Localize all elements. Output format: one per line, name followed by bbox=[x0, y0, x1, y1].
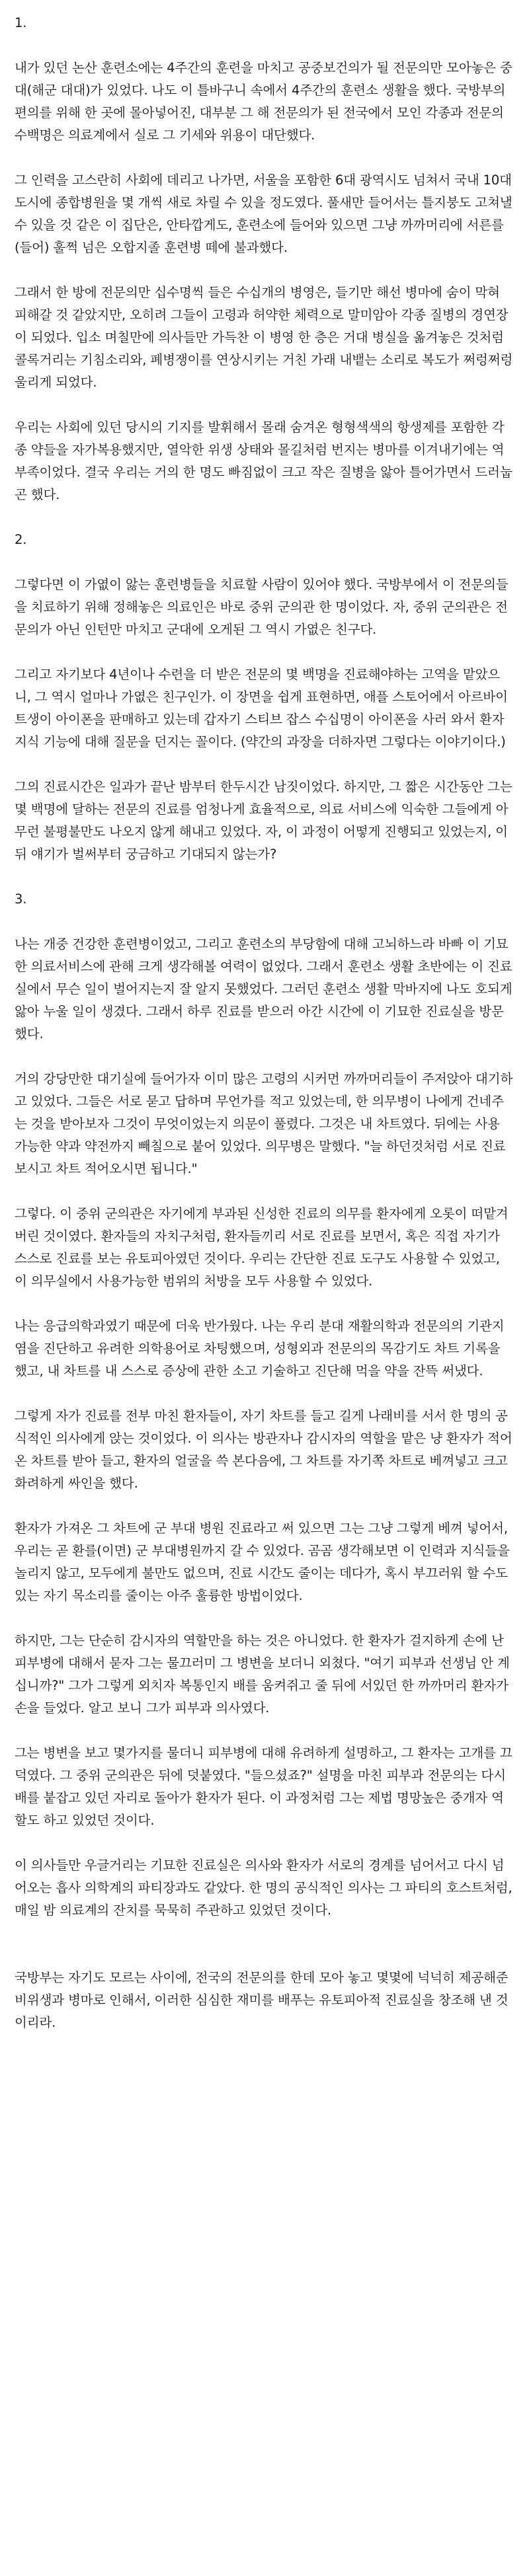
section-1-paragraph-2: 그 인력을 고스란히 사회에 데리고 나가면, 서울을 포함한 6대 광역시도 넘쳐서 국내 10대 도시에 종합병원을 몇 개씩 새로 차릴 수 있을 정도였다. 풀새만 들어서는 틀지붕도 고쳐낼 수 있을 것 같은 이 집단은, 안타깝게도, 훈련소에 들어와 있으면 그냥 까까머리에 서른를(들어) 훌쩍 넘은 오합지졸 훈련병 떼에 불과했다. bbox=[15, 172, 512, 255]
section-3-paragraph-1: 나는 개중 건강한 훈련병이었고, 그리고 훈련소의 부당함에 대해 고뇌하느라 바빠 이 기묘한 의료서비스에 관해 크게 생각해볼 여력이 없었다. 그래서 훈련소 생활 초반에는 이 진료실에서 무슨 일이 벌어지는지 잘 알지 못했었다. 그러던 훈련소 생활 막바지에 나도 호되게 앓아 누울 일이 생겼다. 그래서 하루 진료를 받으러 아간 시간에 이 기묘한 진료실을 방문했다. bbox=[15, 936, 512, 1042]
section-2-paragraph-1: 그렇다면 이 가엾이 앓는 훈련병들을 치료할 사람이 있어야 했다. 국방부에서 이 전문의들을 치료하기 위해 정해놓은 의료인은 바로 중위 군의관 한 명이었다. 자, 중위 군의관은 전문의가 아닌 인턴만 마치고 군대에 오게된 그 역시 가엾은 친구다. bbox=[15, 577, 509, 637]
section-3-paragraph-6: 환자가 가져온 그 차트에 군 부대 병원 진료라고 써 있으면 그는 그냥 그렇게 베껴 넣어서, 우리는 곧 환를(이면) 군 부대병원까지 갈 수 있었다. 곰곰 생각해보면 이 인력과 지식들을 놀리지 않고, 모두에게 불만도 없으며, 진료 시간도 줄이는 데다가, 혹시 부끄러워 할 수도 있는 자기 목소리를 줄이는 아주 훌륭한 방법이었다. bbox=[15, 1521, 510, 1603]
section-3-paragraph-5: 그렇게 자가 진료를 전부 마친 환자들이, 자기 차트를 들고 길게 나래비를 서서 한 명의 공식적인 의사에게 앉는 것이었다. 이 의사는 방관자나 감시자의 역할을 맡은 냥 환자가 적어온 차트를 받아 들고, 환자의 얼굴을 쓱 본다음에, 그 차트를 자기쪽 차트로 베껴넣고 크고 화려하게 싸인을 했다. bbox=[15, 1408, 512, 1491]
section-2-paragraph-2: 그리고 자기보다 4년이나 수련을 더 받은 전문의 몇 백명을 진료해야하는 고역을 맡았으니, 그 역시 얼마나 가엾은 친구인가. 이 장면을 쉽게 표현하면, 애플 스토어에서 아르바이트생이 아이폰을 판매하고 있는데 갑자기 스티브 잡스 수십명이 아이폰을 사러 와서 환자지식 기능에 대해 질문을 던지는 꼴이다. (약간의 과장을 더하자면 그렇다는 이야기이다.) bbox=[15, 667, 508, 749]
section-1-heading: 1. bbox=[15, 15, 27, 30]
section-3-paragraph-10: 국방부는 자기도 모르는 사이에, 전국의 전문의를 한데 모아 놓고 몇몇에 넉넉히 제공해준 비위생과 병마로 인해서, 이러한 심심한 재미를 배푸는 유토피아적 진료실을 창조해 낸 것이리라. bbox=[15, 1970, 509, 2030]
section-3-paragraph-7: 하지만, 그는 단순히 감시자의 역할만을 하는 것은 아니었다. 한 환자가 걸지하게 손에 난 피부병에 대해서 묻자 그는 물끄러미 그 병변을 보더니 외쳤다. "여기 피부과 선생님 안 계십니까?" 그가 그렇게 외치자 복통인지 배를 움켜쥐고 줄 뒤에 서있던 한 까까머리 환자가 손을 들었다. 알고 보니 그가 피부과 의사였다. bbox=[15, 1633, 510, 1716]
section-3-paragraph-9: 이 의사들만 우글거리는 기묘한 진료실은 의사와 환자가 서로의 경계를 넘어서고 다시 넘어오는 흡사 의학계의 파티장과도 같았다. 한 명의 공식적인 의사는 그 파티의 호스트처럼, 매일 밤 의료계의 잔치를 묵묵히 주관하고 있었던 것이다. bbox=[15, 1858, 512, 1918]
section-3-paragraph-2: 거의 강당만한 대기실에 들어가자 이미 많은 고령의 시커먼 까까머리들이 주저앉아 대기하고 있었다. 그들은 서로 묻고 답하며 무언가를 적고 있었는데, 한 의무병이 나에게 건네주는 것을 받아보자 그것이 무엇이었는지 의문이 풀렸다. 그것은 내 차트였다. 뒤에는 사용 가능한 약과 약전까지 빼칠으로 붙어 있었다. 의무병은 말했다. "늘 하던것처럼 서로 진료 보시고 차트 적어오시면 됩니다." bbox=[15, 1071, 513, 1176]
section-2-paragraph-3: 그의 진료시간은 일과가 끝난 밤부터 한두시간 남짓이었다. 하지만, 그 짧은 시간동안 그는 몇 백명에 달하는 전문의 진료를 엄청나게 효율적으로, 의료 서비스에 익숙한 그들에게 아무런 불평불만도 나오지 않게 해내고 있었다. 자, 이 과정이 어떻게 진행되고 있었는지, 이 뒤 얘기가 벌써부터 궁금하고 기대되지 않는가? bbox=[15, 779, 512, 862]
section-2-heading: 2. bbox=[15, 532, 27, 547]
section-3-paragraph-4: 나는 응급의학과였기 때문에 더욱 반가웠다. 나는 우리 분대 재활의학과 전문의의 기관지염을 진단하고 유려한 의학용어로 차팅했으며, 성형외과 전문의의 목감기도 차트 기록을 했고, 내 차트를 내 스스로 증상에 관한 소고 기술하고 진단해 먹을 약을 잔뜩 써냈다. bbox=[15, 1318, 505, 1379]
section-3-paragraph-8: 그는 병변을 보고 몇가지를 물더니 피부병에 대해 유려하게 설명하고, 그 환자는 고개를 끄덕였다. 그 중위 군의관은 뒤에 덧붙였다. "들으셨죠?" 설명을 마친 피부과 전문의는 다시 배를 붙잡고 있던 자리로 돌아가 환자가 된다. 이 과정처럼 그는 제법 명망높은 중개자 역할도 하고 있었던 것이다. bbox=[15, 1745, 512, 1828]
section-1-paragraph-3: 그래서 한 방에 전문의만 십수명씩 들은 수십개의 병영은, 들기만 해선 병마에 숨이 막혀 피해갈 것 같았지만, 오히려 그들이 고령과 허약한 체력으로 말미암아 각종 질병의 경연장이 되었다. 입소 며칠만에 의사들만 가득찬 이 병영 한 층은 거대 병실을 옮겨놓은 것처럼 콜록거리는 기침소리와, 폐병쟁이를 연상시키는 거친 가래 내뱉는 소리로 복도가 쩌렁쩌렁 울리게 되었다. bbox=[15, 285, 513, 390]
section-1-paragraph-4: 우리는 사회에 있던 당시의 기지를 발휘해서 몰래 숨겨온 형형색색의 항생제를 포함한 각종 약들을 자가복용했지만, 열악한 위생 상태와 몰길처럼 번지는 병마를 이겨내기에는 역부족이었다. 결국 우리는 거의 한 명도 빠짐없이 크고 작은 질병을 앓아 틀어가면서 드러눕곤 했다. bbox=[15, 420, 512, 502]
section-1-paragraph-1: 내가 있던 논산 훈련소에는 4주간의 훈련을 마치고 공중보건의가 될 전문의만 모아놓은 중대(해군 대대)가 있었다. 나도 이 틀바구니 속에서 4주간의 훈련소 생활을 했다. 국방부의 편의를 위해 한 곳에 몰아넣어진, 대부분 그 해 전문의가 된 전국에서 모인 각종과 전문의 수백명은 의료계에서 실로 그 기세와 위용이 대단했다. bbox=[15, 60, 512, 143]
section-3-paragraph-3: 그렇다. 이 중위 군의관은 자기에게 부과된 신성한 진료의 의무를 환자에게 오롯이 떠맡겨버린 것이였다. 환자들의 자치구처럼, 환자들끼리 서로 진료를 보면서, 혹은 직접 자기가 스스로 진료를 보는 유토피아였던 것이다. 우리는 간단한 진료 도구도 사용할 수 있었고, 이 의무실에서 사용가능한 범위의 처방을 모두 사용할 수 있었다. bbox=[15, 1206, 509, 1289]
section-3-heading: 3. bbox=[15, 891, 27, 907]
